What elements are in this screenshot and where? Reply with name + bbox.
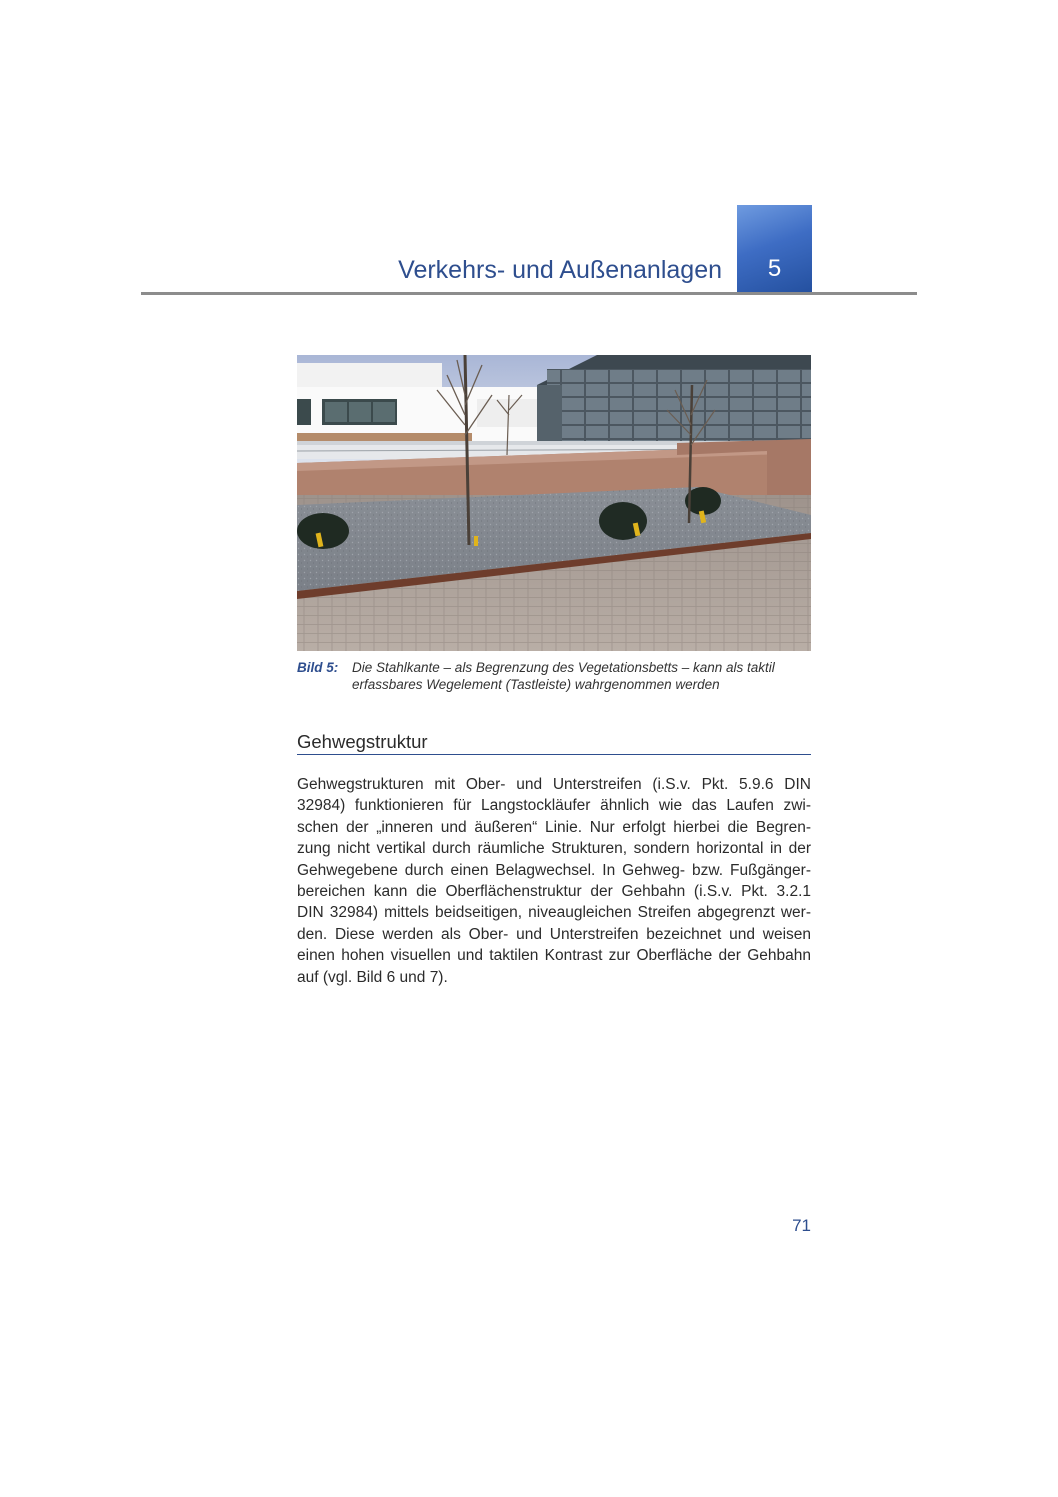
- paragraph-line: Gehwegstrukturen mit Ober- und Unterstreifen (i.S.v. Pkt. 5.9.6 DIN: [297, 776, 811, 793]
- caption-line: erfassbares Wegelement (Tastleiste) wahrgenommen werden: [352, 677, 720, 692]
- paragraph-line: 32984) funktionieren für Langstockläufer ähnlich wie das Laufen zwi-: [297, 797, 811, 815]
- figure-label: Bild 5:: [297, 660, 339, 675]
- paragraph-line: den. Diese werden als Ober- und Unterstreifen bezeichnet und weisen: [297, 925, 811, 943]
- page-number: 71: [792, 1216, 811, 1235]
- paragraph-line: bereichen kann die Oberflächenstruktur der Gehbahn (i.S.v. Pkt. 3.2.1: [297, 882, 811, 900]
- paragraph-line: zung nicht vertikal durch räumliche Strukturen, sondern horizontal in der: [297, 840, 811, 858]
- paragraph-line: auf (vgl. Bild 6 und 7).: [297, 968, 448, 986]
- chapter-number-tab: [737, 205, 812, 293]
- figure-caption-text: [352, 659, 811, 693]
- body-paragraph: [297, 774, 811, 988]
- section-heading: Gehwegstruktur: [297, 731, 428, 752]
- section-divider: [297, 754, 811, 755]
- chapter-title: Verkehrs- und Außenanlagen: [398, 256, 722, 284]
- paragraph-line: einen hohen visuellen und taktilen Kontrast zur Oberfläche der Gehbahn: [297, 947, 811, 965]
- caption-line: Die Stahlkante – als Begrenzung des Vegetationsbetts – kann als taktil: [352, 660, 775, 675]
- header-divider: [141, 292, 917, 295]
- chapter-number: 5: [767, 255, 782, 282]
- figure-photo: [297, 355, 811, 651]
- paragraph-line: schen der „inneren und äußeren“ Linie. Nur erfolgt hierbei die Begren-: [297, 818, 811, 836]
- paragraph-line: DIN 32984) mittels beidseitigen, niveaugleichen Streifen abgegrenzt wer-: [297, 904, 811, 922]
- paragraph-line: Gehwegebene durch einen Belagwechsel. In Gehweg- bzw. Fußgänger-: [297, 861, 811, 879]
